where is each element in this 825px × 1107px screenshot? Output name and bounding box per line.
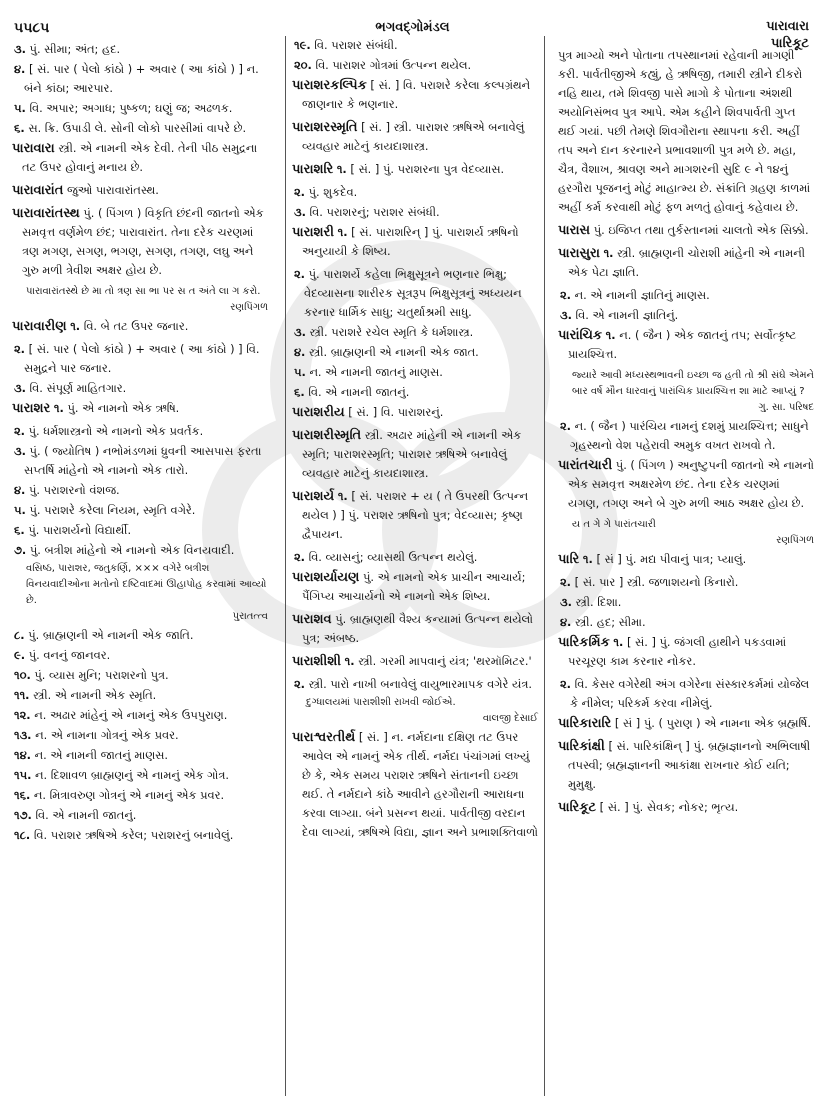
sense-number: ૩. — [560, 308, 572, 322]
sense-number: ૪. — [14, 62, 26, 76]
entry-headword: પારાશરિ — [292, 162, 334, 177]
usage-quotation: દુગ્ધાલયમાં પારાશીશી રાખવી જોઈએ. — [306, 697, 456, 708]
entry-headword: પારાવારાંત — [12, 183, 64, 198]
entry-definition: [ સં ] પું. મદ્ય પીવાનું પાત્ર; પ્યાલું. — [596, 552, 747, 566]
page-number: ૫૫૮૫ — [14, 20, 50, 36]
sense-definition: પું. શુકદેવ. — [308, 185, 358, 199]
entry-definition: [ સં. પારિકાંક્ષિન્ ] પું. બ્રહ્મજ્ઞાનનો અભિલાષી તપસ્વી; બ્રહ્મજ્ઞાનની આકાંક્ષા રાખનાર કોઈ યતિ; મુમુક્ષુ. — [568, 739, 811, 791]
entry-sense — [12, 726, 268, 745]
quotation-source: ગુ. સા. પરિષદ — [758, 402, 814, 413]
entry-headword: પારાશરીય — [292, 405, 345, 420]
dictionary-entry — [12, 139, 268, 177]
sense-number: ૨. — [560, 575, 572, 589]
sense-definition: સ્ત્રી. પારો નાખી બનાવેલું વાયુભારમાપક વગેરે યંત્ર. — [308, 677, 532, 691]
entry-headword: પારાશર્યાયણ — [292, 570, 360, 585]
sense-number: ૬. — [14, 121, 25, 135]
dictionary-entry — [292, 487, 538, 544]
entry-sense — [12, 666, 268, 685]
sense-definition: ન. દિશાવળ બ્રાહ્મણનું એ નામનું એક ગોત્ર. — [35, 768, 229, 782]
entry-definition: પું. ઇજિપ્ત તથા તુર્કસ્તાનમાં ચાલતો એક સિક્કો. — [593, 223, 809, 237]
dictionary-entry — [12, 204, 268, 280]
dictionary-entry — [558, 244, 814, 282]
dictionary-entry — [292, 403, 538, 422]
sense-definition: પું. ( જ્યોતિષ ) નભોમંડળમાં ધ્રુવની આસપાસ ફરતા સપ્તર્ષિ માંહેનો એ નામનો એક તારો. — [24, 444, 262, 477]
dictionary-entry — [558, 550, 814, 569]
book-title: ભગવદ્ગોમંડલ — [375, 20, 450, 35]
sense-number: ૧. — [344, 654, 355, 668]
entry-sense — [12, 501, 268, 520]
column-1 — [12, 40, 274, 1100]
entry-sense — [12, 40, 268, 59]
sense-number: ૧૦. — [14, 668, 31, 682]
sense-number: ૧૧. — [14, 688, 30, 702]
sense-number: ૨. — [294, 677, 306, 691]
sense-definition: ન. મિત્રાવરુણ ગોત્રનું એ નામનું એક પ્રવર. — [33, 788, 225, 802]
entry-definition: [ સં. પારાશરિન્ ] પું. પારાશર્ય ઋષિનો અનુયાયી કે શિષ્ય. — [302, 225, 519, 258]
entry-sense — [558, 675, 814, 713]
entry-definition: વિ. બે તટ ઉપર જનાર. — [83, 319, 189, 333]
sense-definition: પું. વનનું જાનવર. — [28, 648, 111, 662]
sense-number: ૧. — [582, 552, 593, 566]
sense-number: ૧૭. — [14, 808, 32, 822]
entry-headword: પારાંતચારી — [558, 458, 613, 473]
sense-definition: ન. એ નામના ગોત્રનું એક પ્રવર. — [35, 728, 179, 742]
entry-sense — [12, 119, 268, 138]
entry-definition: સ્ત્રી. એ નામની એક દેવી. તેની પીઠ સમુદ્રના તટ ઉપર હોવાનું મનાય છે. — [22, 141, 258, 174]
entry-headword: પારાશવ — [292, 612, 332, 627]
dictionary-entry — [558, 633, 814, 671]
dictionary-entry — [292, 610, 538, 648]
dictionary-entry — [558, 456, 814, 513]
sense-number: ૨. — [560, 677, 572, 691]
entry-sense — [558, 593, 814, 612]
entry-headword: પારાશરીસ્મૃતિ — [292, 428, 362, 443]
entry-sense — [12, 766, 268, 785]
sense-number: ૧. — [337, 225, 348, 239]
sense-definition: વિ. અપાર; અગાધ; પુષ્કળ; ઘણું જ; અઢળક. — [29, 101, 233, 115]
sense-definition: પું. પારાશર્યનો વિદ્યાર્થી. — [28, 523, 132, 537]
sense-definition: પું. બત્રીશ માંહેનો એ નામનો એક વિનયવાદી. — [29, 543, 235, 557]
entry-sense — [12, 60, 268, 98]
sense-number: ૯. — [14, 648, 26, 662]
entry-sense — [292, 548, 538, 567]
dictionary-entry — [12, 399, 268, 418]
sense-number: ૩. — [560, 595, 572, 609]
sense-number: ૫. — [14, 503, 26, 517]
sense-number: ૧. — [70, 319, 81, 333]
entry-sense — [292, 265, 538, 322]
entry-definition: પું. એ નામનો એક પ્રાચીન આચાર્ય; પૈંગિપ્ય આચાર્યનો એ નામનો એક શિષ્ય. — [302, 570, 526, 603]
entry-sense — [12, 786, 268, 805]
entry-headword: પારાશ્વરતીર્થ — [292, 730, 356, 745]
entry-sense — [12, 826, 268, 845]
dictionary-entry — [12, 181, 268, 200]
dictionary-entry — [558, 221, 814, 240]
entry-sense — [292, 383, 538, 402]
entry-definition: સ્ત્રી. બ્રાહ્મણની ચોરાશી માંહેની એ નામની એક પેટા જ્ઞાતિ. — [568, 246, 805, 279]
entry-sense — [12, 481, 268, 500]
sense-definition: સ. ક્રિ. ઉપાડી લે. સોની લોકો પારસીમાં વાપરે છે. — [28, 121, 247, 135]
dictionary-entry — [292, 118, 538, 156]
continued-text: પુત્ર માગ્યો અને પોતાના તપસ્થાનમાં રહેવાની માગણી કરી. પાર્વતીજીએ કહ્યું, હે ઋષિજી, તમારી સ્ત્રીને દીકરો નહિ થાય, તમે શિવજી પાસે માગો કે પોતાના અંશથી અયોનિસંભવ પુત્ર આપે. એમ કહીને શિવપાર્વતી ગુપ્ત થઈ ગયાં. પછી તેમણે શિવગૌરાના સ્થાપના કરી. અહીં તપ અને દાન કરનારને પ્રભાવશાળી પુત્ર મળે છે. મહા, ચૈત્ર, વૈશાખ, શ્રાવણ અને માગશરની સુદિ ૯ ને ૧૪નું હરગૌરા પૂજનનું મોટું માહાત્મ્ય છે. સંક્રાંતિ ગ્રહણ કાળમાં અહીં કર્મ કરવાથી મોટું ફળ મળતું હોવાનું કહેવાય છે. — [558, 48, 811, 214]
entry-sense — [292, 183, 538, 202]
sense-number: ૪. — [560, 615, 572, 629]
entry-headword: પારાંચિક — [558, 328, 603, 343]
usage-quotation: વસિષ્ઠ, પારાશર, જતુકર્ણિ, ××× વગેરે બત્રીશ વિનયવાદીઓના મતોનો દષ્ટિવાદમાં ઊહાપોહ કરવામાં આવ્યો છે. — [26, 563, 267, 606]
sense-number: ૨૦. — [294, 58, 312, 72]
entry-sense — [12, 626, 268, 645]
dictionary-entry — [12, 317, 268, 336]
sense-definition: સ્ત્રી. પરાશરે રચેલ સ્મૃતિ કે ધર્મશાસ્ત્ર. — [309, 325, 474, 339]
entry-headword: પારિકૂટ — [558, 800, 597, 815]
sense-number: ૨. — [294, 185, 306, 199]
entry-definition: જુઓ પારાવારાંતસ્થ. — [66, 183, 159, 197]
sense-number: ૫. — [14, 101, 26, 115]
sense-number: ૨. — [14, 342, 26, 356]
entry-definition: ન. ( જૈન ) એક જાતનું તપ; સર્વોત્કૃષ્ટ પ્રાયશ્ચિત્ત. — [568, 328, 797, 361]
dictionary-entry — [292, 652, 538, 671]
dictionary-entry — [292, 568, 538, 606]
sense-number: ૭. — [14, 543, 27, 557]
entry-headword: પારાશરસ્મૃતિ — [292, 120, 358, 135]
entry-sense — [12, 340, 268, 378]
sense-definition: [ સં. પાર ( પેલો કાંઠો ) + અવાર ( આ કાંઠો ) ] ન. બંને કાંઠા; આરપાર. — [24, 62, 259, 95]
sense-definition: વિ. એ નામની જાતનું. — [35, 808, 137, 822]
sense-number: ૧. — [336, 162, 347, 176]
sense-definition: સ્ત્રી. હદ; સીમા. — [575, 615, 646, 629]
sense-number: ૨. — [560, 288, 572, 302]
usage-quotation: પારાવારાંતસ્થે છે મા તો ત્રણ સા ભા પર સ ત અંતે લા ગ કરો. — [26, 286, 261, 297]
entry-definition: સ્ત્રી. અઢાર માંહેની એ નામની એક સ્મૃતિ; પારાશરસ્મૃતિ; પારાશર ઋષિએ બનાવેલું વ્યવહાર માટેનું કાયદાશાસ્ત્ર. — [302, 428, 522, 480]
sense-number: ૧. — [605, 328, 616, 342]
sense-definition: વિ. પરાશરનું; પરાશર સંબંધી. — [309, 205, 440, 219]
entry-sense — [292, 363, 538, 382]
dictionary-entry — [558, 714, 814, 733]
entry-sense — [12, 646, 268, 665]
sense-number: ૫. — [294, 365, 306, 379]
sense-number: ૧. — [613, 635, 624, 649]
entry-definition: [ સં. ] વિ. પારાશરનું. — [348, 405, 444, 419]
sense-number: ૩. — [294, 325, 306, 339]
sense-definition: સ્ત્રી. બ્રાહ્મણની એ નામની એક જાત. — [309, 345, 479, 359]
column-3 — [552, 46, 814, 1106]
sense-number: ૨. — [14, 424, 26, 438]
entry-definition: સ્ત્રી. ગરમી માપવાનું યંત્ર; 'થરમૉમિટર.' — [358, 654, 532, 668]
sense-number: ૬. — [294, 385, 305, 399]
entry-headword: પારિકાંક્ષી — [558, 739, 605, 754]
entry-definition: [ સં. ] પું. જંગલી હાથીને પકડવામાં પરચૂરણ કામ કરનાર નોકર. — [568, 635, 787, 668]
sense-definition: પું. ધર્મશાસ્ત્રનો એ નામનો એક પ્રવર્તક. — [28, 424, 204, 438]
sense-number: ૩. — [14, 444, 26, 458]
sense-number: ૧. — [603, 246, 614, 260]
sense-definition: [ સં. પાર ] સ્ત્રી. જળાશયનો કિનારો. — [574, 575, 739, 589]
sense-definition: વિ. પરાશર ઋષિએ કરેલ; પરાશરનું બનાવેલું. — [33, 828, 234, 842]
sense-definition: પું. સીમા; અંત; હદ. — [29, 42, 121, 56]
entry-headword: પારાશર — [12, 401, 51, 416]
entry-sense — [12, 746, 268, 765]
sense-definition: વિ. સંપૂર્ણ માહિતગાર. — [29, 381, 127, 395]
entry-sense — [12, 541, 268, 560]
entry-definition: પું. ( પિંગળ ) વિકૃતિ છંદની જાતનો એક સમવૃત્ત વર્ણમેળ છંદ; પારાવારાંત. તેના દરેક ચરણમાં ત્રણ મગણ, સગણ, ભગણ, સગણ, તગણ, લઘુ અને ગુરુ મળી ત્રેવીશ અક્ષર હોય છે. — [22, 206, 264, 277]
sense-definition: ન. એ નામની જ્ઞાતિનું માણસ. — [574, 288, 710, 302]
sense-number: ૩. — [14, 381, 26, 395]
sense-definition: પું. વ્યાસ મુનિ; પરાશરનો પુત્ર. — [34, 668, 169, 682]
entry-sense — [12, 442, 268, 480]
entry-sense — [12, 806, 268, 825]
entry-definition: [ સં. ] પું. સેવક; નોકર; ભૃત્ય. — [599, 800, 739, 814]
quotation-source: પુરાતત્ત્વ — [232, 611, 268, 622]
quotation-source: વાલજી દેસાઈ — [482, 713, 538, 724]
entry-headword: પારાશરકલ્પિક — [292, 78, 367, 93]
dictionary-entry — [292, 160, 538, 179]
entry-definition: [ સં. ] વિ. પરાશરે કરેલા કલ્પગ્રંથને જાણનાર કે ભણનાર. — [302, 78, 531, 111]
sense-definition: [ સં. પાર ( પેલો કાંઠો ) + અવાર ( આ કાંઠો ) ] વિ. સમુદ્રને પાર જનાર. — [24, 342, 260, 375]
entry-headword: પારિ — [558, 552, 580, 567]
entry-headword: પારાવારાંતસ્થ — [12, 206, 80, 221]
entry-headword: પારાશરી — [292, 225, 334, 240]
guide-word-first: પારાવારા — [766, 19, 809, 34]
entry-sense — [12, 706, 268, 725]
entry-definition: પું. એ નામનો એક ઋષિ. — [67, 401, 180, 415]
sense-number: ૩. — [294, 205, 306, 219]
sense-definition: ન. અઢાર માંહેનું એ નામનું એક ઉપપુરાણ. — [34, 708, 228, 722]
entry-definition: [ સં. ] ન. નર્મદાના દક્ષિણ તટ ઉપર આવેલ એ નામનું એક તીર્થ. નર્મદા પંચાંગમાં લખ્યું છે કે, એક સમય પરાશર ઋષિને સંતાનની ઇચ્છા થઈ. તે નર્મદાને કાંઠે આવીને હરગૌરાની આરાધના કરવા લાગ્યા. બંને પ્રસન્ન થયાં. પાર્વતીજી વરદાન દેવા લાગ્યાં, ઋષિએ વિદ્યા, જ્ઞાન અને પ્રભાશક્તિવાળો — [302, 730, 538, 839]
entry-definition: પું. બ્રાહ્મણથી વૈશ્ય કન્યામાં ઉત્પન્ન થયેલો પુત્ર; અંબષ્ઠ. — [302, 612, 533, 645]
dictionary-entry — [292, 728, 538, 842]
entry-sense — [12, 521, 268, 540]
sense-number: ૧૯. — [294, 38, 311, 52]
entry-sense — [558, 573, 814, 592]
sense-number: ૧૮. — [14, 828, 31, 842]
sense-definition: પું. પરાશરે કરેલા નિયમ, સ્મૃતિ વગેરે. — [29, 503, 196, 517]
dictionary-entry — [558, 737, 814, 794]
sense-number: ૨. — [294, 267, 306, 281]
sense-definition: સ્ત્રી. એ નામની એક સ્મૃતિ. — [33, 688, 157, 702]
dictionary-entry — [292, 223, 538, 261]
entry-sense — [12, 422, 268, 441]
usage-quotation: જ્યારે આવી મધ્યસ્થભાવની ઇચ્છા જ હતી તો શ્રી સંઘે એમને બાર વર્ષ મૌન ધારવાનું પારાંચિક પ્રાયશ્ચિત્ત શા માટે આપ્યું ? — [572, 370, 814, 397]
entry-headword: પારાશીશી — [292, 654, 342, 669]
entry-sense — [292, 343, 538, 362]
dictionary-entry — [292, 426, 538, 483]
sense-definition: ન. ( જૈન ) પારંચિય નામનું દશમું પ્રાયશ્ચિત્ત; સાધુને ગૃહસ્થનો વેશ પહેરાવી અમુક વખત રાખવો તે. — [570, 419, 809, 452]
entry-definition: પું. ( પિંગળ ) અનુષ્ટુપની જાતનો એ નામનો એક સમવૃત્ત અક્ષરમેળ છંદ. તેના દરેક ચરણમાં યગણ, તગણ અને બે ગુરુ મળી આઠ અક્ષર હોય છે. — [568, 458, 814, 510]
entry-sense — [12, 686, 268, 705]
sense-number: ૧. — [337, 489, 348, 503]
entry-sense — [12, 99, 268, 118]
sense-number: ૧૫. — [14, 768, 32, 782]
entry-definition: [ સં ] પું. ( પુરાણ ) એ નામના એક બ્રહ્મર્ષિ. — [614, 716, 812, 730]
entry-headword: પારિકારારિ — [558, 716, 612, 731]
column-2 — [285, 36, 545, 1096]
sense-number: ૧. — [53, 401, 64, 415]
sense-definition: વિ. કેસર વગેરેથી અંગ વગેરેના સંસ્કારકર્મમાં યોજેલ કે નીમેલ; પરિકર્મ કરવા નીમેલું. — [570, 677, 810, 710]
sense-number: ૧૩. — [14, 728, 32, 742]
entry-definition: [ સં. પરાશર + ય ( તે ઉપરથી ઉત્પન્ન થયેલ ) ] પું. પરાશર ઋષિનો પુત્ર; વેદવ્યાસ; કૃષ્ણ દ્વૈપાયન. — [302, 489, 529, 541]
sense-definition: વિ. પારાશર ગોત્રમાં ઉત્પન્ન થયેલ. — [315, 58, 472, 72]
sense-number: ૨. — [294, 550, 306, 564]
entry-sense — [558, 306, 814, 325]
sense-number: ૪. — [14, 483, 26, 497]
sense-number: ૬. — [14, 523, 25, 537]
quotation-source: રણપિંગળ — [776, 535, 814, 546]
sense-definition: પું. પરાશરનો વંશજ. — [29, 483, 120, 497]
sense-number: ૧૨. — [14, 708, 31, 722]
sense-number: ૮. — [14, 628, 25, 642]
entry-definition: [ સં. ] સ્ત્રી. પારાશર ઋષિએ બનાવેલું વ્યવહાર માટેનું કાયદાશાસ્ત્ર. — [302, 120, 525, 153]
sense-number: ૧૬. — [14, 788, 31, 802]
entry-sense — [558, 613, 814, 632]
sense-definition: વિ. એ નામની જ્ઞાતિનું. — [575, 308, 679, 322]
entry-headword: પારાવારીણ — [12, 319, 67, 334]
sense-definition: પું. બ્રાહ્મણની એ નામની એક જાતિ. — [28, 628, 194, 642]
entry-sense — [12, 379, 268, 398]
sense-definition: સ્ત્રી. દિશા. — [575, 595, 622, 609]
sense-definition: વિ. એ નામની જાતનું. — [308, 385, 410, 399]
sense-number: ૩. — [14, 42, 26, 56]
sense-number: ૪. — [294, 345, 306, 359]
sense-definition: વિ. વ્યાસનું; વ્યાસથી ઉત્પન્ન થયેલું. — [308, 550, 478, 564]
entry-sense — [558, 286, 814, 305]
dictionary-entry — [292, 76, 538, 114]
sense-definition: ન. એ નામની જાતનું માણસ. — [34, 748, 169, 762]
entry-sense — [292, 203, 538, 222]
entry-headword: પારાશર્ય — [292, 489, 335, 504]
entry-headword: પારાવારા — [12, 141, 55, 156]
entry-headword: પારાસુરા — [558, 246, 600, 261]
sense-number: ૧૪. — [14, 748, 31, 762]
entry-sense — [558, 417, 814, 455]
sense-definition: વિ. પરાશર સંબંધી. — [314, 38, 398, 52]
entry-headword: પારિકર્મિક — [558, 635, 610, 650]
usage-quotation: ય ત ગે ગે પારાંતચારી — [572, 519, 656, 530]
dictionary-entry — [558, 798, 814, 817]
sense-number: ૨. — [560, 419, 572, 433]
entry-sense — [292, 323, 538, 342]
quotation-source: રણપિંગળ — [230, 302, 268, 313]
dictionary-entry — [558, 326, 814, 364]
sense-definition: પું. પારાશર્યે કહેલા ભિક્ષુસૂત્રને ભણનાર ભિક્ષુ; વેદવ્યાસના શારીરક સૂત્રરૂપ ભિક્ષુસૂત્રનું અધ્યયન કરનાર ધાર્મિક સાધુ; ચતુર્થાશ્રમી સાધુ. — [304, 267, 522, 319]
entry-sense — [292, 56, 538, 75]
guide-word-last: પારિકૂટ — [770, 36, 809, 51]
entry-sense — [292, 36, 538, 55]
entry-definition: [ સં. ] પું. પરાશરના પુત્ર વેદવ્યાસ. — [350, 162, 505, 176]
entry-headword: પારાસ — [558, 223, 591, 238]
sense-definition: ન. એ નામની જાતનું માણસ. — [309, 365, 443, 379]
entry-sense — [292, 675, 538, 694]
